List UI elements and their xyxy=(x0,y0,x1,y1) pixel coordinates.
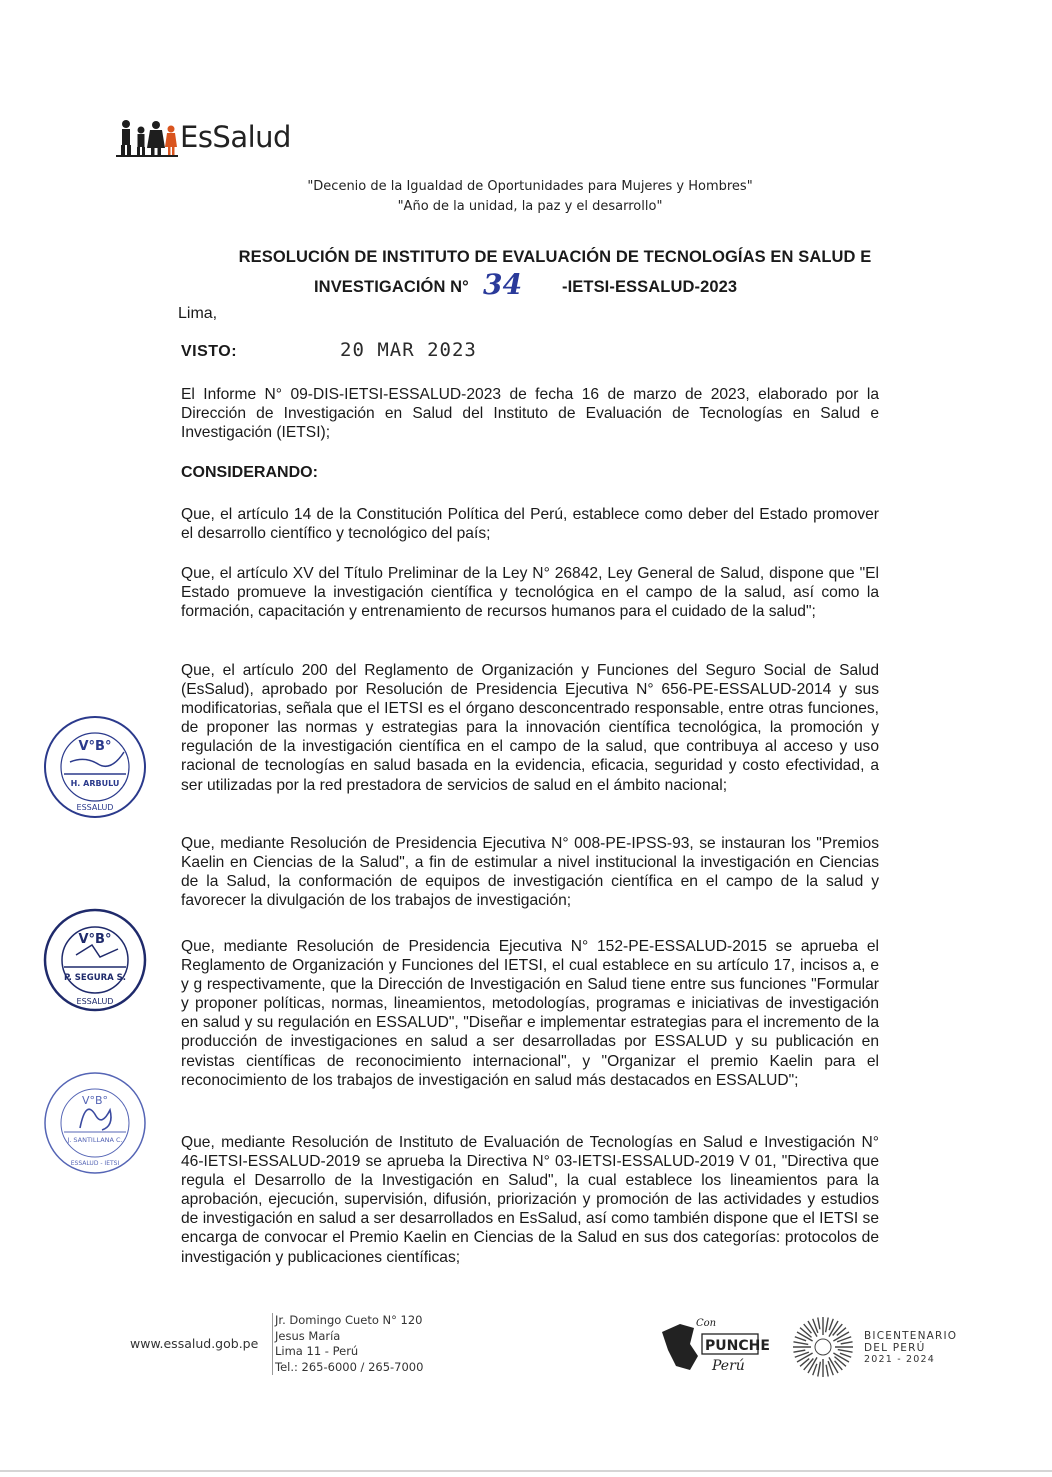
seal-stamp-icon xyxy=(40,712,150,822)
seal-stamp-icon xyxy=(40,1068,150,1178)
visto-label: VISTO: xyxy=(181,343,238,360)
sun-rays-icon xyxy=(790,1314,856,1380)
seal-stamp-icon xyxy=(40,905,150,1015)
website-url[interactable]: www.essalud.gob.pe xyxy=(130,1336,259,1351)
resolution-title-suffix: -IETSI-ESSALUD-2023 xyxy=(562,278,738,296)
considerando-paragraph-4: Que, mediante Resolución de Presidencia Ejecutiva N° 008-PE-IPSS-93, se instauran los "Premios Kaelin en Ciencias de la Salud", a fin de estimular a nivel institucional la investigación en Ciencias de la Salud, la conformación de equipos de investigación científica en el campo de la salud y favorecer la divulgación de los trabajos de investigación; xyxy=(181,835,879,910)
resolution-title-line-1: RESOLUCIÓN DE INSTITUTO DE EVALUACIÓN DE TECNOLOGÍAS EN SALUD E xyxy=(238,248,872,266)
svg-text:Perú: Perú xyxy=(712,1358,745,1374)
essalud-logo xyxy=(116,118,316,158)
date-stamp: 20 MAR 2023 xyxy=(340,339,477,361)
considerando-paragraph-2: Que, el artículo XV del Título Preliminar de la Ley N° 26842, Ley General de Salud, dispone que "El Estado promueve la investigación científica y tecnológica en el campo de la salud, así como la formación, capacitación y entrenamiento de recursos humanos para el cuidado de la salud"; xyxy=(181,565,879,621)
sun-ray xyxy=(818,1317,820,1329)
considerando-paragraph-6: Que, mediante Resolución de Instituto de Evaluación de Tecnologías en Salud e Investigación N° 46-IETSI-ESSALUD-2019 se aprueba la Directiva N° 03-IETSI-ESSALUD-2019 V 01, "Directiva que regula el Desarrollo de la Investigación en Salud", la cual establece los lineamientos para la aprobación, ejecución, supervisión, difusión, priorización y promoción de las actividades y estudios de investigación en salud a ser desarrollados en EsSalud, así como también dispone que el IETSI se encarga de convocar el Premio Kaelin en Ciencias de la Salud en sus dos categorías: protocolos de investigación y publicaciones científicas; xyxy=(181,1134,879,1266)
sun-ray xyxy=(795,1337,806,1341)
sun-ray xyxy=(841,1342,853,1344)
considerando-heading: CONSIDERANDO: xyxy=(181,464,318,481)
peru-map-icon xyxy=(650,1310,770,1380)
approval-seal-legal xyxy=(40,712,150,822)
sun-ray xyxy=(793,1342,808,1345)
svg-text:ESSALUD: ESSALUD xyxy=(76,997,114,1006)
motto-line-1: "Decenio de la Igualdad de Oportunidades para Mujeres y Hombres" xyxy=(307,179,753,194)
bicentenario-emblem xyxy=(790,1314,856,1380)
bicentenario-text xyxy=(864,1330,957,1366)
sun-ray xyxy=(793,1350,805,1352)
sun-ray xyxy=(800,1328,811,1338)
approval-seal-research xyxy=(40,905,150,1015)
sun-ray xyxy=(818,1362,821,1377)
svg-text:Con: Con xyxy=(696,1318,717,1329)
svg-text:ESSALUD - IETSI: ESSALUD - IETSI xyxy=(70,1160,120,1167)
address-line: Jr. Domingo Cueto N° 120 xyxy=(275,1313,423,1327)
svg-text:P. SEGURA S.: P. SEGURA S. xyxy=(63,973,127,983)
address-line: Jesus María xyxy=(275,1328,341,1343)
address-block xyxy=(272,1313,423,1375)
sun-ray xyxy=(833,1324,843,1335)
address-line: Lima 11 - Perú xyxy=(275,1344,359,1358)
sun-ray xyxy=(838,1350,853,1353)
sun-ray xyxy=(840,1353,851,1357)
handwritten-resolution-number: 34 xyxy=(483,268,523,301)
visto-paragraph: El Informe N° 09-DIS-IETSI-ESSALUD-2023 de fecha 16 de marzo de 2023, elaborado por la Dirección de Investigación en Salud del Instituto de Evaluación de Tecnologías en Salud e Investigación (IETSI); xyxy=(181,386,879,442)
svg-text:PUNCHE: PUNCHE xyxy=(705,1338,770,1354)
sun-ray xyxy=(826,1365,828,1377)
svg-text:H. ARBULU: H. ARBULU xyxy=(70,779,120,788)
svg-text:J. SANTILLANA C.: J. SANTILLANA C. xyxy=(67,1136,123,1144)
page-edge-divider xyxy=(0,1470,1052,1472)
sun-ray xyxy=(829,1319,833,1330)
considerando-paragraph-3: Que, el artículo 200 del Reglamento de Organización y Funciones del Seguro Social de Salud (EsSalud), aprobado por Resolución de Presidencia Ejecutiva N° 656-PE-ESSALUD-2014 y sus modificatorias, señala que el IETSI es el órgano desconcentrado responsable, entre otras funciones, de proponer las normas y estrategias para la innovación científica tecnológica, la promoción y regulación de la investigación científica en el campo de la salud, que contribuya al acceso y uso racional de tecnologías en salud basada en la evidencia, eficacia, seguridad y costo efectividad, a ser utilizadas por la red prestadora de servicios de salud en el ámbito nacional; xyxy=(181,662,879,794)
svg-text:V°B°: V°B° xyxy=(78,932,112,947)
bicentenario-line: DEL PERÚ xyxy=(864,1342,926,1354)
approval-seal-ietsi xyxy=(40,1068,150,1178)
sun-ray xyxy=(834,1357,845,1367)
svg-text:V°B°: V°B° xyxy=(78,739,112,754)
motto-line-2: "Año de la unidad, la paz y el desarrollo" xyxy=(397,199,663,214)
svg-text:V°B°: V°B° xyxy=(81,1094,109,1107)
bicentenario-line: 2021 - 2024 xyxy=(864,1354,936,1365)
svg-text:ESSALUD: ESSALUD xyxy=(76,803,114,812)
bicentenario-line: BICENTENARIO xyxy=(864,1330,958,1342)
place-label: Lima, xyxy=(178,305,218,322)
logo-text: EsSalud xyxy=(180,120,291,154)
considerando-paragraph-1: Que, el artículo 14 de la Constitución Política del Perú, establece como deber del Estado promover el desarrollo científico y tecnológico del país; xyxy=(181,506,879,543)
family-figures-icon xyxy=(116,118,180,158)
sun-ray xyxy=(813,1364,817,1375)
sun-ray xyxy=(804,1358,814,1369)
resolution-title-prefix: INVESTIGACIÓN N° xyxy=(314,278,469,296)
con-punche-peru-logo xyxy=(650,1310,770,1380)
considerando-paragraph-5: Que, mediante Resolución de Presidencia Ejecutiva N° 152-PE-ESSALUD-2015 se aprueba el Reglamento de Organización y Funciones del IETSI, el cual establece en su artículo 17, incisos a, e y g respectivamente, que la Dirección de Investigación en Salud tiene entre sus funciones "Formular y proponer políticas, normas, lineamientos, metodologías, programas e iniciativas de investigación en salud y su regulación en ESSALUD", "Diseñar e implementar estrategias para el incremento de la producción de investigaciones en salud a ser desarrolladas por ESSALUD y su publicación en revistas científicas de reconocimiento internacional", y "Organizar el premio Kaelin para el reconocimiento de los trabajos de investigación en salud más destacados en ESSALUD"; xyxy=(181,938,879,1089)
address-line: Tel.: 265-6000 / 265-7000 xyxy=(275,1359,424,1374)
sun-ray xyxy=(826,1317,829,1332)
